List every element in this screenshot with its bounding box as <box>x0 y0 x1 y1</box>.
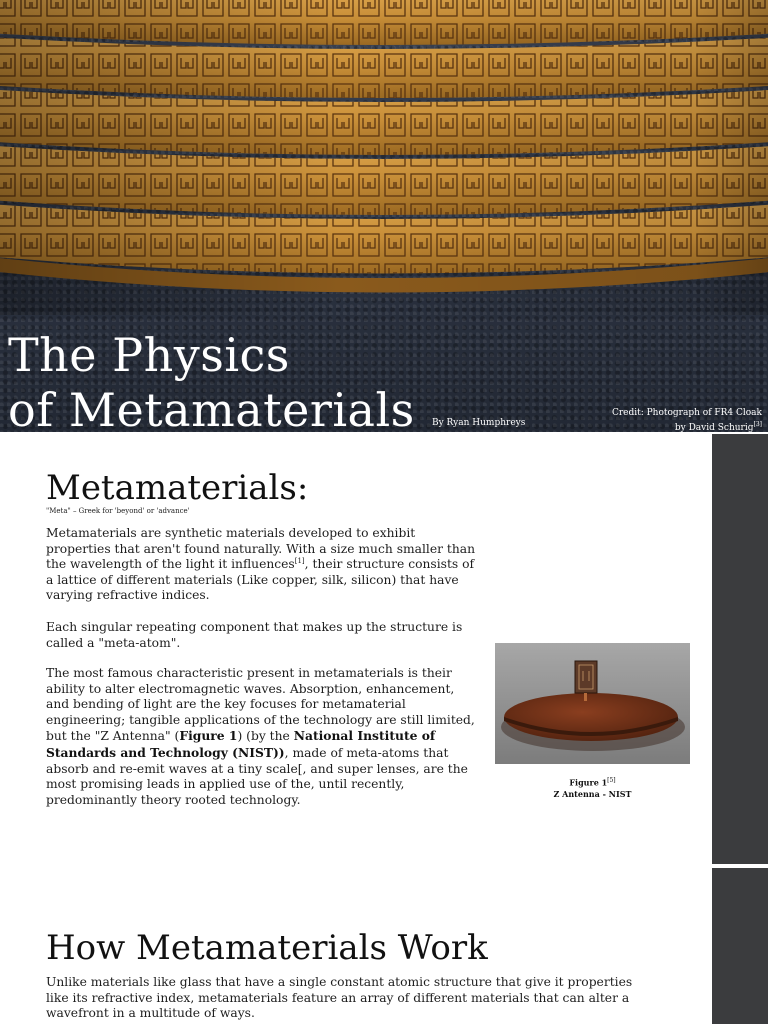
credit-line-1: Credit: Photograph of FR4 Cloak <box>611 408 762 418</box>
antenna-element <box>575 661 597 693</box>
figure-caption <box>495 775 690 800</box>
etymology-note: "Meta" – Greek for 'beyond' or 'advance' <box>46 507 190 515</box>
page-title <box>8 328 415 432</box>
char-text-3: , made of meta-atoms that absorb and re-emit waves at a tiny scale[, and super lenses, are the most promising leads in applied use of the, until recently, predominantly theory rooted technology. <box>46 745 468 807</box>
caption-label: Figure 1 <box>569 777 608 788</box>
hero-banner <box>0 0 768 432</box>
paragraph-how-it-works: Unlike materials like glass that have a single constant atomic structure that give it properties like its refractive index, metamaterials feature an array of different materials that can alter a wavefront in a multitude of ways. <box>46 975 633 1021</box>
side-bar-top <box>712 434 768 864</box>
nist-name: National Institute of Standards and Technology (NIST)) <box>46 728 436 760</box>
title-line-1: The Physics <box>8 328 290 382</box>
photo-credit <box>612 407 762 432</box>
z-antenna-photo <box>495 643 690 764</box>
title-line-2: of Metamaterials <box>8 383 415 432</box>
side-bar-bottom <box>712 868 768 1024</box>
section-heading-metamaterials: Metamaterials: <box>46 468 309 508</box>
paragraph-characteristics <box>46 666 476 808</box>
author-byline: By Ryan Humphreys <box>432 418 526 428</box>
char-text-2: ) (by the <box>237 729 294 744</box>
credit-line-2: by David Schurig <box>674 423 754 432</box>
paragraph-intro <box>46 526 476 604</box>
cloak-rings <box>0 0 768 315</box>
intro-text-1: Metamaterials are synthetic materials developed to exhibit properties that aren't found naturally. With a size much smaller than the wavelength of the light it influences <box>46 526 476 572</box>
credit-ref: [3] <box>753 421 762 428</box>
char-text-1: The most famous characteristic present in metamaterials is their ability to alter electromagnetic waves. Absorption, enhancement, and bending of light are the key focuses for metamaterial engineering; tangible applications of the technology are still limited, but the "Z Antenna" ( <box>46 666 475 744</box>
caption-text: Z Antenna - NIST <box>553 788 632 799</box>
fr4-cloak-photo <box>0 0 768 315</box>
figure-reference: Figure 1 <box>179 728 238 744</box>
intro-text-2: , their structure consists of a lattice of different materials (Like copper, silk, silicon) that have varying refractive indices. <box>46 557 475 603</box>
caption-ref[interactable]: [5] <box>607 777 616 784</box>
section-heading-how-it-works: How Metamaterials Work <box>46 928 488 968</box>
citation-1[interactable]: [1] <box>294 557 305 566</box>
paragraph-meta-atom: Each singular repeating component that makes up the structure is called a "meta-atom". <box>46 620 463 650</box>
